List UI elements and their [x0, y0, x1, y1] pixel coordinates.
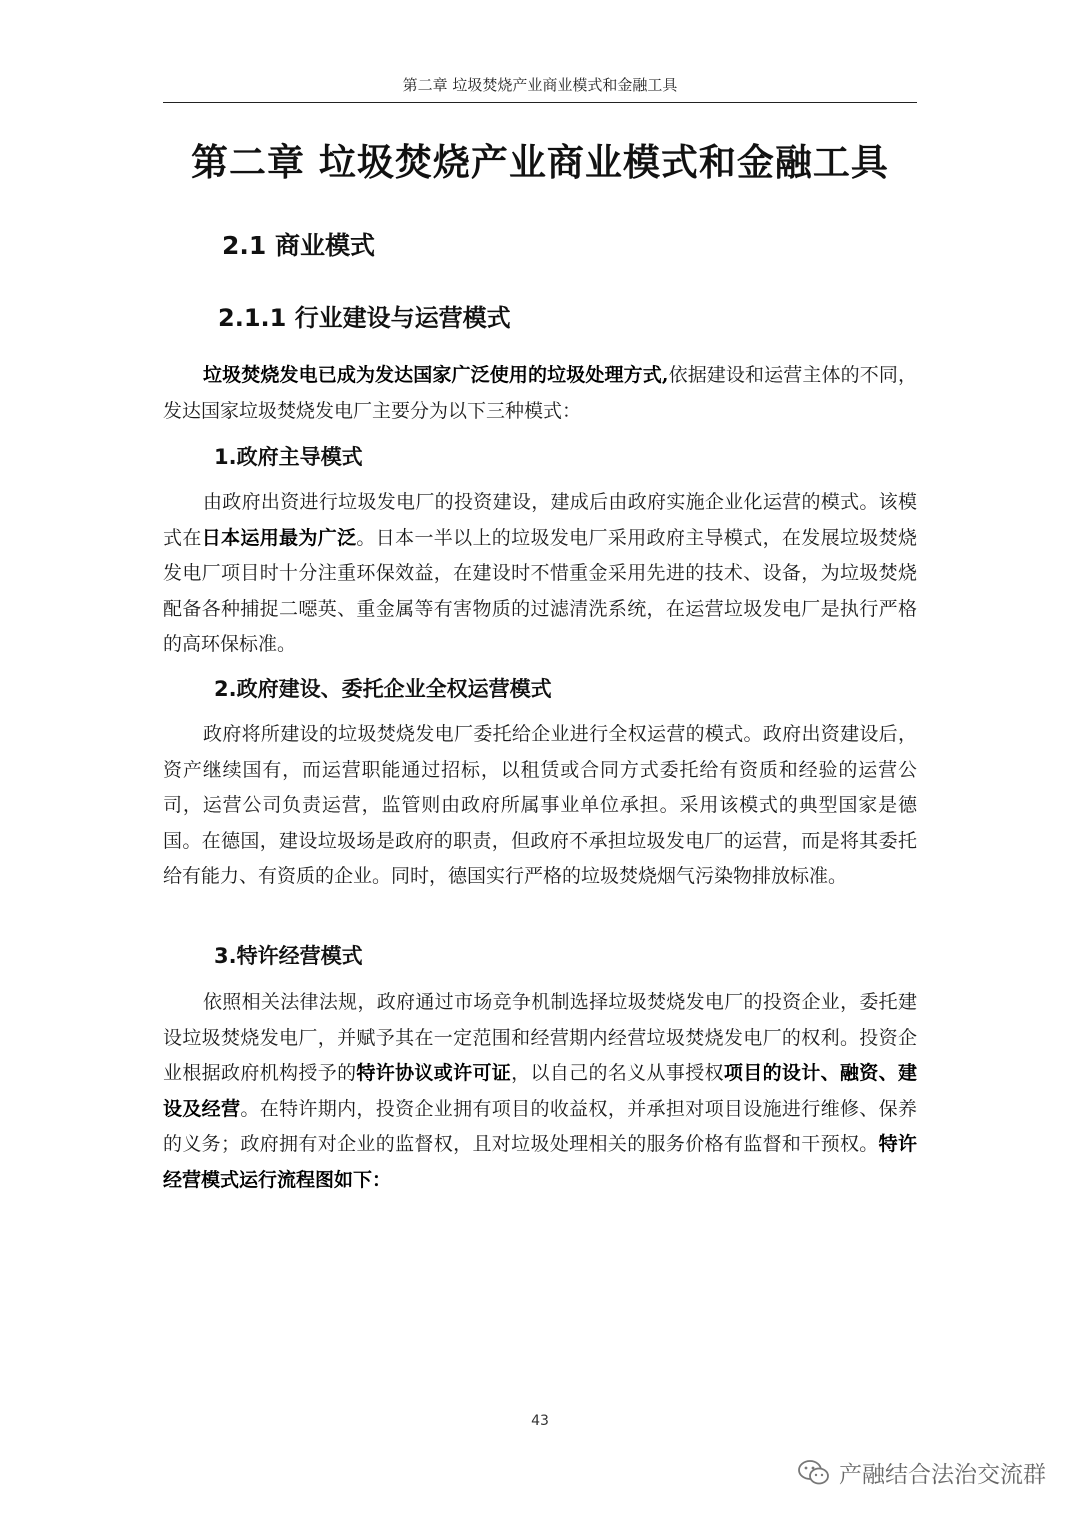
header-divider: [163, 102, 917, 103]
page-number: 43: [531, 1413, 549, 1429]
section-heading: 2.1 商业模式: [222, 231, 375, 260]
wechat-icon: [797, 1458, 831, 1488]
running-header: 第二章 垃圾焚烧产业商业模式和金融工具: [402, 76, 678, 94]
mode1-text-a: 由政府出资进行垃圾发电厂的投资建设，建成后由政府实施企业化运营的模式。该模式在: [163, 491, 917, 549]
mode3-bold-a: 特许协议或许可证: [356, 1062, 512, 1084]
mode3-bold-c: 特许经营模式运行流程图如下：: [163, 1133, 917, 1191]
mode1-bold: 日本运用最为广泛: [201, 526, 357, 549]
mode2-paragraph: 政府将所建设的垃圾焚烧发电厂委托给企业进行全权运营的模式。政府出资建设后，资产继续国有，而运营职能通过招标，以租赁或合同方式委托给有资质和经验的运营公司，运营公司负责运营，监管则由政府所属事业单位承担。采用该模式的典型国家是德国。在德国，建设垃圾场是政府的职责，但政府不承担垃圾发电厂的运营，而是将其委托给有能力、有资质的企业。同时，德国实行严格的垃圾焚烧烟气污染物排放标准。: [163, 723, 917, 887]
mode3-text-a: 依照相关法律法规，政府通过市场竞争机制选择垃圾焚烧发电厂的投资企业，委托建设垃圾焚烧发电厂，并赋予其在一定范围和经营期内经营垃圾焚烧发电厂的权利。投资企业根据政府机构授予的: [163, 991, 917, 1084]
mode2-heading: 2.政府建设、委托企业全权运营模式: [214, 677, 552, 701]
watermark-text: 产融结合法治交流群: [839, 1462, 1046, 1488]
mode3-text-b: ，以自己的名义从事授权: [511, 1062, 724, 1084]
mode3-bold-b: 项目的设计、融资、建设及经营: [163, 1062, 917, 1120]
mode1-paragraph: [163, 485, 917, 663]
mode1-text-b: 。日本一半以上的垃圾发电厂采用政府主导模式，在发展垃圾焚烧发电厂项目时十分注重环保效益，在建设时不惜重金采用先进的技术、设备，为垃圾焚烧配备各种捕捉二噁英、重金属等有害物质的过滤清洗系统，在运营垃圾发电厂是执行严格的高环保标准。: [163, 526, 917, 655]
intro-text: 依据建设和运营主体的不同，发达国家垃圾焚烧发电厂主要分为以下三种模式：: [163, 364, 917, 422]
mode1-heading: 1.政府主导模式: [214, 445, 363, 469]
mode3-text-c: 。在特许期内，投资企业拥有项目的收益权，并承担对项目设施进行维修、保养的义务；政府拥有对企业的监督权，且对垃圾处理相关的服务价格有监督和干预权。: [163, 1097, 917, 1155]
intro-bold: 垃圾焚烧发电已成为发达国家广泛使用的垃圾处理方式,: [203, 364, 669, 386]
chapter-title: 第二章 垃圾焚烧产业商业模式和金融工具: [191, 141, 889, 184]
mode3-paragraph: [163, 985, 917, 1198]
mode3-heading: 3.特许经营模式: [214, 944, 363, 968]
intro-paragraph: [163, 358, 917, 429]
subsection-heading: 2.1.1 行业建设与运营模式: [218, 304, 511, 332]
watermark: [797, 1456, 1046, 1489]
